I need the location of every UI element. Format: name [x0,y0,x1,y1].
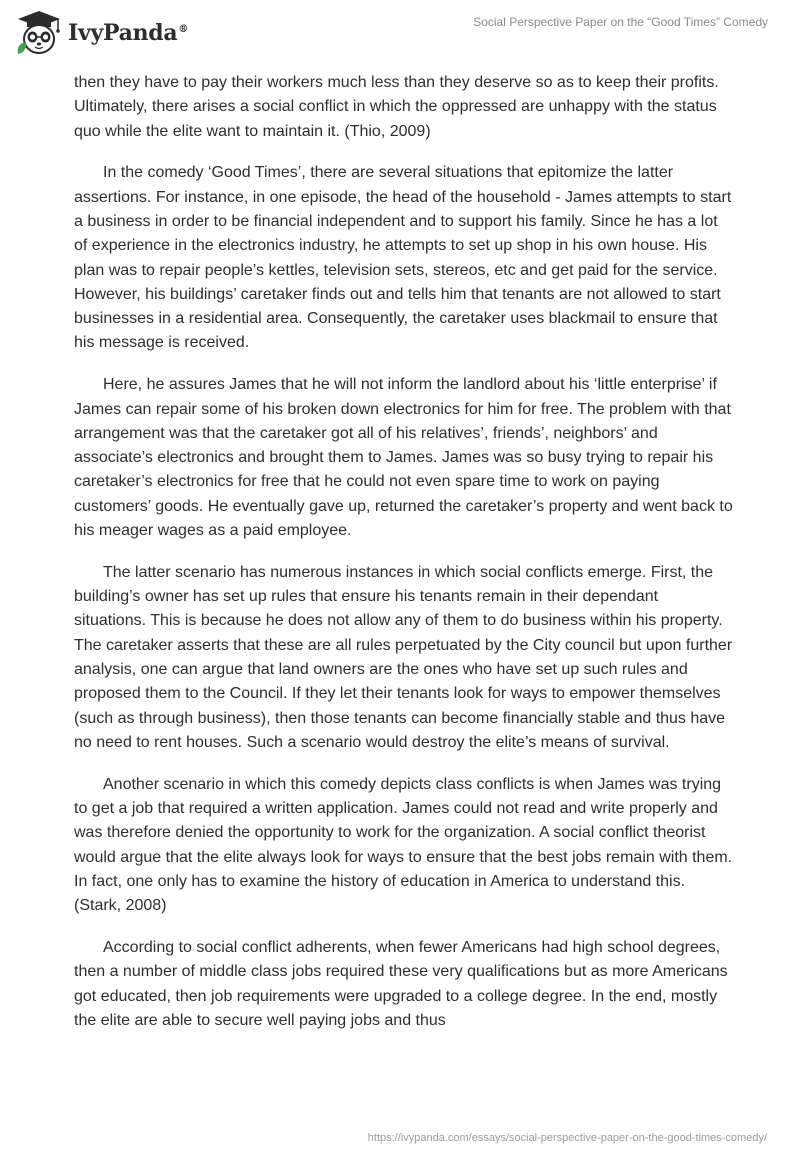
page-header [0,0,800,64]
source-url-link[interactable]: https://ivypanda.com/essays/social-perspective-paper-on-the-good-times-comedy/ [367,1132,767,1144]
registered-mark: ® [178,23,189,35]
paragraph-5: Another scenario in which this comedy depicts class conflicts is when James was trying to get a job that required a written application. James could not read and write properly and was therefore denied the opportunity to work for the organization. A social conflict theorist would argue that the elite always look for ways to ensure that the best jobs remain with them. In fact, one only has to examine the history of education in America to understand this. (Stark, 2008) [74,775,733,915]
panda-graduate-icon [14,8,64,58]
paragraph-2: In the comedy ‘Good Times’, there are several situations that epitomize the latter assertions. For instance, in one episode, the head of the household - James attempts to start a business in order to be financial independent and to support his family. Since he has a lot of experience in the electronics industry, he attempts to set up shop in his own house. His plan was to repair people’s kettles, television sets, stereos, etc and get paid for the service. However, his buildings’ caretaker finds out and tells him that tenants are not allowed to start businesses in a residential area. Consequently, the caretaker uses blackmail to ensure that his message is received. [74,164,732,352]
ivypanda-logo-link[interactable] [14,8,188,58]
brand-name [68,20,188,46]
paragraph-6: According to social conflict adherents, when fewer Americans had high school degrees, then a number of middle class jobs required these very qualifications but as more Americans got educated, then job requirements were upgraded to a college degree. In the end, mostly the elite are able to secure well paying jobs and thus [74,939,728,1029]
paragraph-1: then they have to pay their workers much less than they deserve so as to keep their profits. Ultimately, there arises a social conflict in which the oppressed are unhappy with the status quo while the elite want to maintain it. (Thio, 2009) [74,74,719,140]
document-title: Social Perspective Paper on the “Good Times” Comedy [473,15,768,29]
brand-name-text: IvyPanda [68,20,178,46]
paragraph-4: The latter scenario has numerous instances in which social conflicts emerge. First, the building’s owner has set up rules that ensure his tenants remain in their dependant situations. This is because he does not allow any of them to do business within his property. The caretaker asserts that these are all rules perpetuated by the City council but upon further analysis, one can argue that land owners are the ones who have set up such rules and proposed them to the Council. If they let their tenants look for ways to empower themselves (such as through business), then those tenants can become financially stable and thus have no need to rent houses. Such a scenario would destroy the elite’s means of survival. [74,563,733,751]
essay-body [74,71,734,1051]
paragraph-3: Here, he assures James that he will not inform the landlord about his ‘little enterprise’ if James can repair some of his broken down electronics for him for free. The problem with that arrangement was that the caretaker got all of his relatives’, friends’, neighbors’ and associate’s electronics and brought them to James. James was so busy trying to repair his caretaker’s electronics for free that he could not even spare time to work on paying customers’ goods. He eventually gave up, returned the caretaker’s property and went back to his meager wages as a paid employee. [74,376,733,540]
